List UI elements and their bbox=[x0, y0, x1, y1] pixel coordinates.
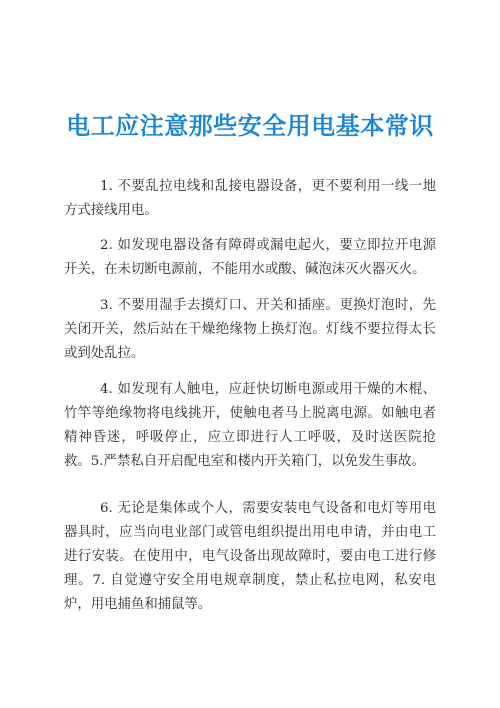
paragraph-5: 6. 无论是集体或个人，需要安装电气设备和电灯等用电器具时，应当向电业部门或管电组织提出用电申请，并由电工进行安装。在使用中，电气设备出现故障时，要由电工进行修理。7. 自觉遵守安全用电规章制度，禁止私拉电网，私安电炉，用电捕鱼和捕鼠等。 bbox=[64, 501, 436, 612]
paragraph-2: 2. 如发现电器设备有障碍或漏电起火，要立即拉开电源开关，在未切断电源前，不能用水或酸、碱泡沫灭火器灭火。 bbox=[64, 238, 436, 277]
page-title: 电工应注意那些安全用电基本常识 bbox=[66, 112, 434, 140]
paragraph-3: 3. 不要用湿手去摸灯口、开关和插座。更换灯泡时，先关闭开关，然后站在干燥绝缘物上换灯泡。灯线不要拉得太长或到处乱拉。 bbox=[64, 298, 436, 361]
paragraph-4: 4. 如发现有人触电，应赶快切断电源或用干燥的木棍、竹竿等绝缘物将电线挑开，使触电者马上脱离电源。如触电者精神昏迷，呼吸停止，应立即进行人工呼吸，及时送医院抢救。5.严禁私自开启配电室和楼内开关箱门，以免发生事故。 bbox=[64, 382, 436, 469]
paragraph-1: 1. 不要乱拉电线和乱接电器设备，更不要利用一线一地方式接线用电。 bbox=[64, 179, 436, 218]
